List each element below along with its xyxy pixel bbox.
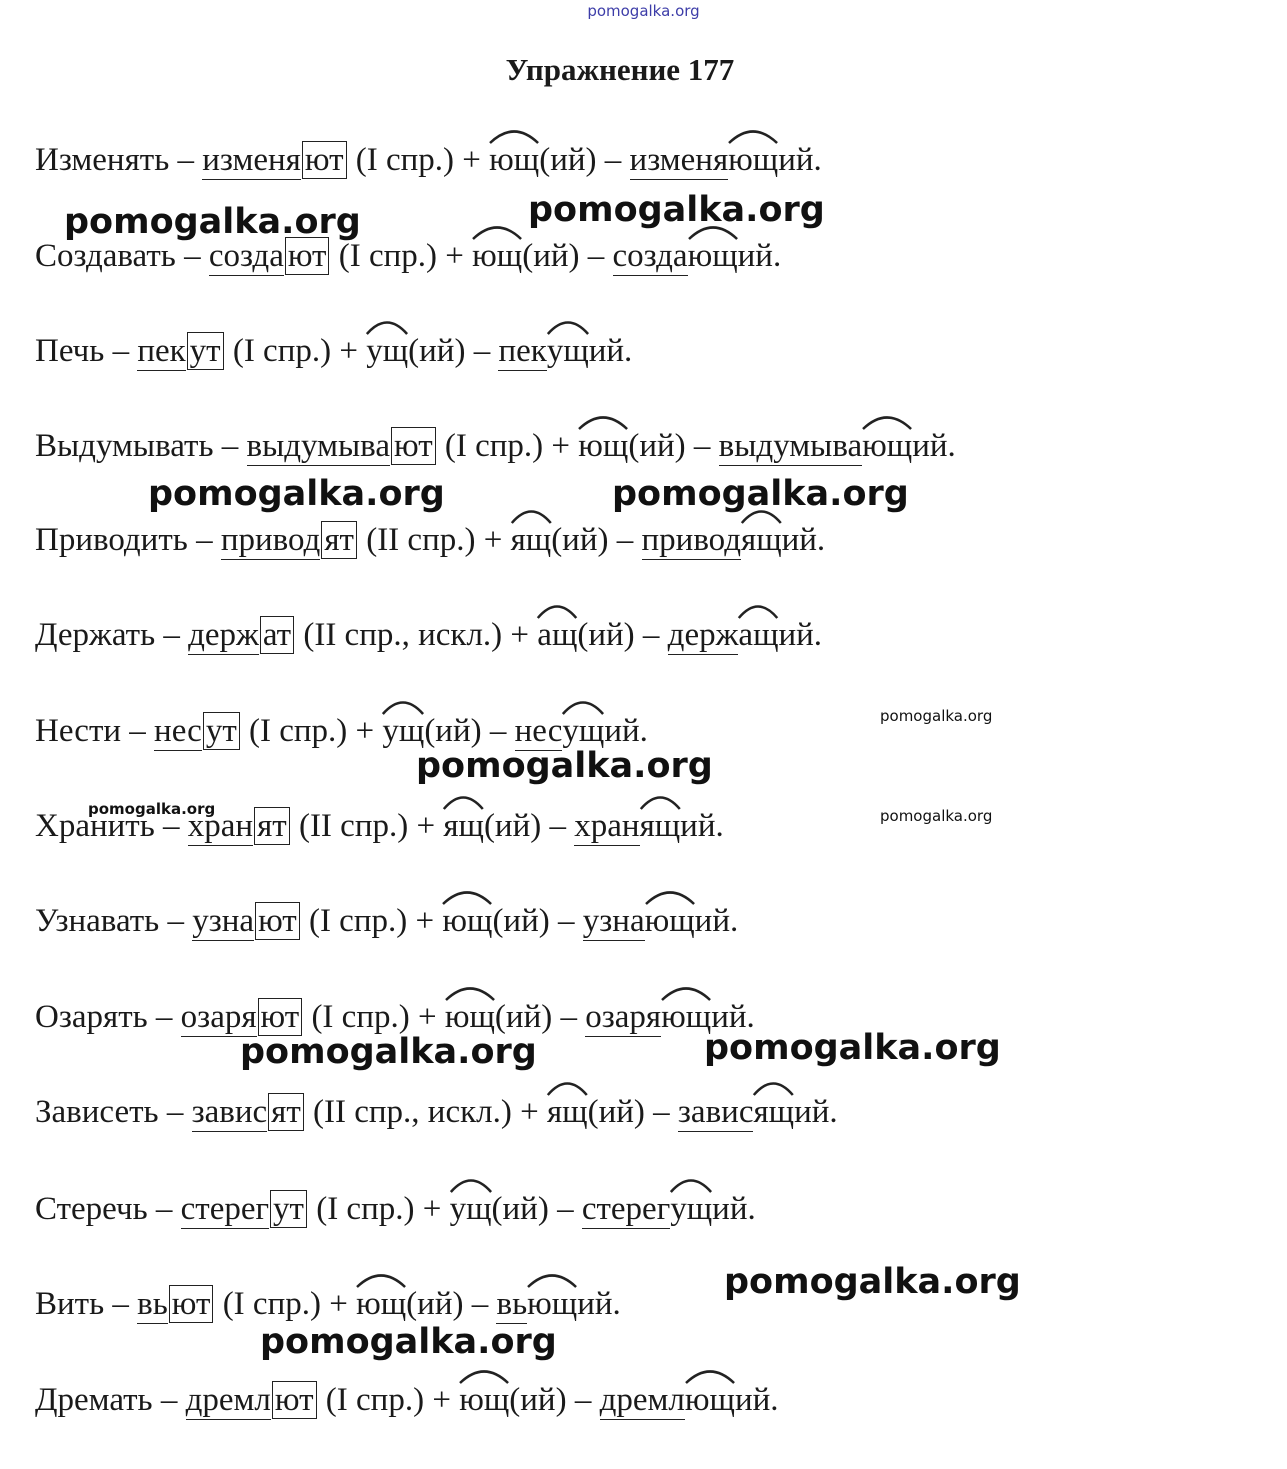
participle-suffix (443, 806, 484, 846)
verb-stem: озаря (180, 999, 257, 1035)
participle-suffix (445, 997, 495, 1037)
conjugation: (I спр.) (222, 1286, 321, 1322)
suffix-text: ащ (537, 617, 578, 653)
participle-suffix-part: ющ (728, 140, 778, 180)
participle-rest-text: ящ ий. (640, 808, 724, 844)
watermark: pomogalka.org (148, 474, 445, 514)
suffix-text: ящ (546, 1094, 588, 1130)
exercise-line: Стеречь – стерег ут (I спр.) + ущ (ий) – стерегущ ий. (35, 1189, 756, 1229)
conjugation: (I спр.) (248, 713, 348, 749)
participle-suffix-part: ущ (547, 331, 589, 371)
participle-rest-text: ющ ий. (527, 1286, 621, 1322)
exercise-line: Хранить – хран ят (II спр.) + ящ (ий) – хранящ ий. (35, 806, 724, 846)
conjugation: (II спр.) (298, 808, 409, 844)
verb-stem: стерег (180, 1191, 270, 1227)
participle-stem: привод (641, 522, 742, 558)
participle-suffix-part: ащ (738, 615, 778, 655)
watermark: pomogalka.org (416, 746, 713, 786)
suffix-text: ущ (449, 1191, 492, 1227)
verb-ending: ют (258, 998, 303, 1036)
suffix-arc-icon (537, 603, 577, 619)
suffix-tail: (ий) (551, 522, 609, 558)
conjugation: (I спр.) (355, 142, 455, 178)
exercise-line: Дремать – дремл ют (I спр.) + ющ (ий) – дремлющ ий. (35, 1380, 779, 1420)
suffix-arc-icon (511, 508, 552, 524)
verb-ending: ют (391, 427, 436, 465)
infinitive: Стеречь (35, 1191, 148, 1227)
participle-stem: вь (496, 1286, 528, 1322)
conjugation: (I спр.) (232, 333, 332, 369)
watermark: pomogalka.org (64, 202, 361, 242)
participle-suffix (472, 236, 522, 276)
conjugation: (II спр.) (366, 522, 476, 558)
infinitive: Приводить (35, 522, 188, 558)
suffix-text: ющ (472, 238, 523, 274)
suffix-tail: (ий) (424, 713, 482, 749)
suffix-arc-icon (382, 699, 424, 715)
infinitive: Зависеть (35, 1094, 159, 1130)
participle-rest-text: ущ ий. (562, 713, 648, 749)
verb-ending: ут (187, 332, 224, 370)
suffix-arc-icon (685, 1368, 735, 1384)
verb-stem: нес (154, 713, 202, 749)
suffix-arc-icon (443, 794, 484, 810)
watermark: pomogalka.org (704, 1028, 1001, 1068)
participle-stem: пек (498, 333, 547, 369)
conjugation: (I спр.) (316, 1191, 415, 1227)
participle-stem: созда (612, 238, 688, 274)
suffix-text: ющ (444, 999, 495, 1035)
suffix-text: ющ (356, 1286, 407, 1322)
suffix-tail: (ий) (406, 1286, 464, 1322)
participle-rest (527, 1284, 621, 1324)
participle-suffix (511, 520, 552, 560)
participle-rest (728, 140, 822, 180)
participle-stem: держ (667, 617, 739, 653)
suffix-text: ущ (382, 713, 425, 749)
suffix-arc-icon (640, 794, 681, 810)
participle-suffix-part: ющ (645, 901, 695, 941)
suffix-arc-icon (450, 1177, 492, 1193)
verb-ending: ют (302, 141, 347, 179)
infinitive: Изменять (35, 142, 170, 178)
watermark: pomogalka.org (88, 800, 216, 818)
participle-suffix (489, 140, 539, 180)
verb-stem: хран (187, 808, 254, 844)
verb-stem: созда (208, 238, 284, 274)
participle-suffix (450, 1189, 492, 1229)
participle-rest (738, 615, 822, 655)
exercise-line: Выдумывать – выдумыва ют (I спр.) + ющ (ий) – выдумывающ ий. (35, 426, 956, 466)
participle-rest (685, 1380, 779, 1420)
suffix-arc-icon (442, 889, 492, 905)
suffix-tail: (ий) (509, 1382, 567, 1418)
verb-ending: ют (255, 902, 300, 940)
verb-ending: ют (169, 1285, 214, 1323)
suffix-arc-icon (489, 128, 539, 144)
watermark: pomogalka.org (880, 707, 993, 725)
participle-stem: озаря (585, 999, 662, 1035)
participle-suffix-part: ющ (527, 1284, 577, 1324)
verb-ending: ат (260, 616, 294, 654)
participle-suffix (578, 426, 628, 466)
participle-rest-text: ющ ий. (661, 999, 755, 1035)
participle-rest-text: ащ ий. (738, 617, 822, 653)
conjugation: (I спр.) (308, 903, 408, 939)
participle-suffix (382, 711, 424, 751)
verb-stem: вь (137, 1286, 168, 1322)
conjugation: (II спр., искл.) (313, 1094, 512, 1130)
exercise-line: Печь – пек ут (I спр.) + ущ (ий) – пекущ ий. (35, 331, 632, 371)
participle-suffix-part: ющ (685, 1380, 735, 1420)
verb-ending: ят (321, 521, 357, 559)
participle-rest-text: ущ ий. (547, 333, 633, 369)
suffix-tail: (ий) (628, 428, 686, 464)
exercise-line: Озарять – озаря ют (I спр.) + ющ (ий) – озаряющ ий. (35, 997, 755, 1037)
suffix-arc-icon (661, 985, 711, 1001)
participle-suffix-part: ящ (741, 520, 782, 560)
verb-stem: пек (137, 333, 186, 369)
exercise-line: Зависеть – завис ят (II спр., искл.) + ящ (ий) – зависящ ий. (35, 1092, 838, 1132)
participle-stem: выдумыва (718, 428, 863, 464)
infinitive: Нести (35, 713, 122, 749)
verb-ending: ют (285, 237, 330, 275)
participle-rest-text: ящ ий. (741, 522, 825, 558)
suffix-arc-icon (670, 1177, 712, 1193)
verb-ending: ют (272, 1381, 317, 1419)
participle-suffix-part: ющ (688, 236, 738, 276)
exercise-line: Приводить – привод ят (II спр.) + ящ (ий) – приводящ ий. (35, 520, 825, 560)
conjugation: (II спр., искл.) (303, 617, 503, 653)
infinitive: Дремать (35, 1382, 153, 1418)
infinitive: Озарять (35, 999, 148, 1035)
verb-stem: выдумыва (246, 428, 390, 464)
participle-rest (753, 1092, 837, 1132)
participle-suffix (459, 1380, 509, 1420)
infinitive: Держать (35, 617, 156, 653)
participle-rest-text: ющ ий. (685, 1382, 779, 1418)
participle-suffix (537, 615, 577, 655)
infinitive: Хранить (35, 808, 155, 844)
conjugation: (I спр.) (338, 238, 438, 274)
watermark: pomogalka.org (528, 190, 825, 230)
participle-stem: стерег (581, 1191, 671, 1227)
suffix-arc-icon (459, 1368, 509, 1384)
suffix-tail: (ий) (483, 808, 542, 844)
infinitive: Узнавать (35, 903, 160, 939)
suffix-arc-icon (527, 1272, 577, 1288)
participle-rest-text: ющ ий. (688, 238, 782, 274)
exercise-line: Создавать – созда ют (I спр.) + ющ (ий) – создающ ий. (35, 236, 781, 276)
participle-suffix (442, 901, 492, 941)
suffix-text: ущ (366, 333, 409, 369)
participle-suffix-part: ящ (640, 806, 681, 846)
participle-suffix-part: ущ (562, 711, 604, 751)
conjugation: (I спр.) (325, 1382, 425, 1418)
participle-rest (547, 331, 633, 371)
suffix-text: ющ (459, 1382, 510, 1418)
suffix-text: ющ (578, 428, 629, 464)
participle-suffix (547, 1092, 588, 1132)
infinitive: Вить (35, 1286, 105, 1322)
exercise-line: Вить – вь ют (I спр.) + ющ (ий) – вьющ ий. (35, 1284, 621, 1324)
participle-rest-text: ющ ий. (862, 428, 956, 464)
verb-stem: узна (192, 903, 255, 939)
verb-ending: ут (203, 712, 240, 750)
exercise-line: Узнавать – узна ют (I спр.) + ющ (ий) – узнающ ий. (35, 901, 738, 941)
verb-stem: изменя (202, 142, 301, 178)
suffix-arc-icon (547, 1080, 588, 1096)
participle-rest-text: ущ ий. (670, 1191, 756, 1227)
participle-rest-text: ющ ий. (728, 142, 822, 178)
participle-rest (688, 236, 782, 276)
watermark: pomogalka.org (612, 474, 909, 514)
suffix-arc-icon (547, 319, 589, 335)
participle-rest-text: ющ ий. (645, 903, 739, 939)
exercise-line: Изменять – изменя ют (I спр.) + ющ (ий) – изменяющ ий. (35, 140, 822, 180)
suffix-arc-icon (862, 414, 912, 430)
verb-stem: привод (220, 522, 321, 558)
participle-stem: хран (574, 808, 640, 844)
suffix-tail: (ий) (539, 142, 597, 178)
participle-suffix-part: ющ (661, 997, 711, 1037)
participle-rest-text: ящ ий. (753, 1094, 837, 1130)
participle-rest (670, 1189, 756, 1229)
conjugation: (I спр.) (444, 428, 544, 464)
watermark: pomogalka.org (880, 807, 993, 825)
participle-suffix-part: ущ (670, 1189, 712, 1229)
suffix-tail: (ий) (494, 999, 553, 1035)
watermark: pomogalka.org (260, 1322, 557, 1362)
suffix-arc-icon (728, 128, 778, 144)
suffix-tail: (ий) (408, 333, 466, 369)
verb-stem: дремл (185, 1382, 271, 1418)
suffix-arc-icon (366, 319, 408, 335)
watermark: pomogalka.org (724, 1262, 1021, 1302)
participle-stem: узна (582, 903, 645, 939)
participle-suffix-part: ющ (862, 426, 912, 466)
watermark: pomogalka.org (240, 1032, 537, 1072)
suffix-text: ющ (442, 903, 493, 939)
participle-rest (562, 711, 648, 751)
infinitive: Печь (35, 333, 105, 369)
participle-rest (862, 426, 956, 466)
participle-stem: изменя (629, 142, 729, 178)
participle-stem: нес (514, 713, 563, 749)
participle-rest (741, 520, 825, 560)
exercise-line: Держать – держ ат (II спр., искл.) + ащ (ий) – держащ ий. (35, 615, 822, 655)
suffix-arc-icon (753, 1080, 794, 1096)
participle-stem: завис (677, 1094, 754, 1130)
suffix-arc-icon (645, 889, 695, 905)
suffix-tail: (ий) (491, 1191, 549, 1227)
suffix-tail: (ий) (577, 617, 635, 653)
site-top-label: pomogalka.org (587, 2, 700, 20)
suffix-arc-icon (562, 699, 604, 715)
suffix-tail: (ий) (587, 1094, 645, 1130)
infinitive: Создавать (35, 238, 176, 274)
participle-suffix (366, 331, 408, 371)
participle-rest (645, 901, 739, 941)
suffix-text: ящ (443, 808, 484, 844)
verb-stem: завис (191, 1094, 268, 1130)
suffix-text: ящ (510, 522, 552, 558)
participle-stem: дремл (599, 1382, 685, 1418)
participle-suffix (356, 1284, 406, 1324)
suffix-text: ющ (489, 142, 540, 178)
conjugation: (I спр.) (311, 999, 410, 1035)
participle-rest (640, 806, 724, 846)
suffix-arc-icon (445, 985, 495, 1001)
exercise-line: Нести – нес ут (I спр.) + ущ (ий) – несущ ий. (35, 711, 648, 751)
suffix-arc-icon (578, 414, 628, 430)
suffix-arc-icon (472, 224, 522, 240)
suffix-arc-icon (356, 1272, 406, 1288)
verb-stem: держ (188, 617, 259, 653)
suffix-tail: (ий) (522, 238, 580, 274)
verb-ending: ят (254, 807, 290, 845)
page-title: Упражнение 177 (505, 52, 735, 87)
participle-suffix-part: ящ (753, 1092, 794, 1132)
infinitive: Выдумывать (35, 428, 214, 464)
verb-ending: ут (270, 1190, 307, 1228)
suffix-tail: (ий) (492, 903, 550, 939)
suffix-arc-icon (738, 603, 778, 619)
verb-ending: ят (268, 1093, 304, 1131)
